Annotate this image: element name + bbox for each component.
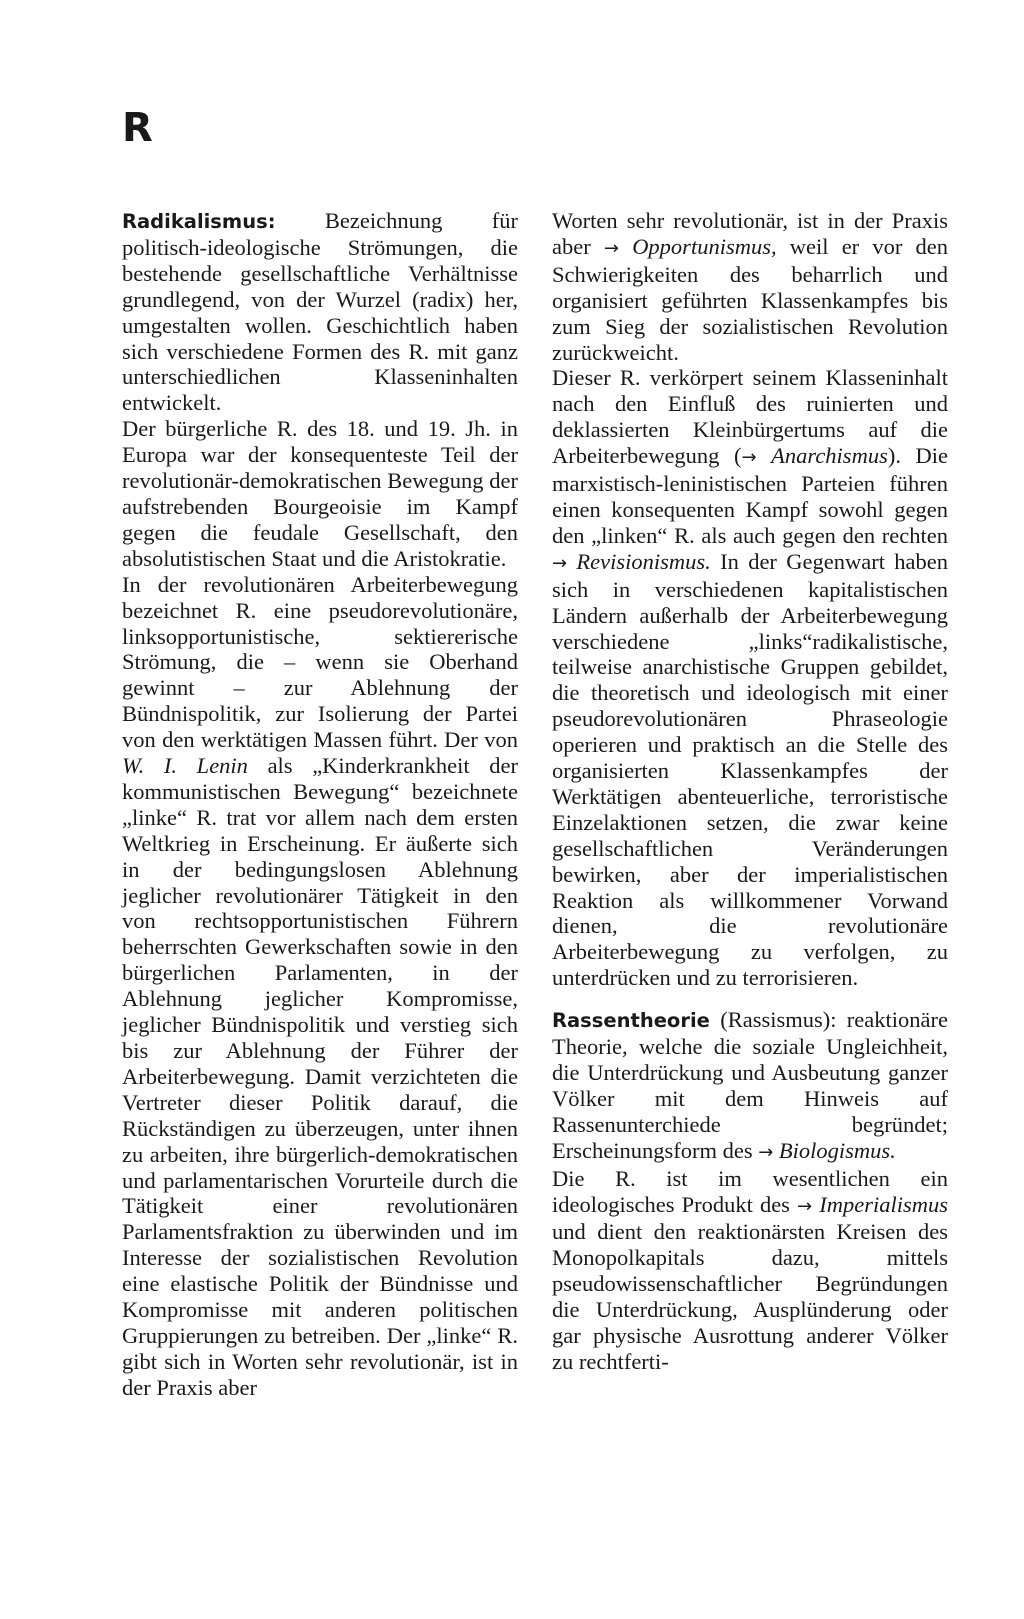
cross-reference-anarchismus[interactable]: Anarchismus [771,443,888,469]
entry-text: Die R. ist im wesentlichen ein ideologisches Produkt des [552,1165,948,1217]
entry-text: weil er vor den Schwierigkeiten des beharrlich und organisiert geführten Klassenkampfes bis zum Sieg der sozialistischen Revolution zurückweicht. [552,233,949,365]
arrow-right-icon: → [758,1141,774,1163]
entry-term-radikalismus: Radikalismus: [122,210,276,233]
entry-text: und dient den reaktionärsten Kreisen des Monopolkapitals dazu, mittels pseudowissenschaftlicher Begründungen die Unterdrückung, Ausplünderung oder gar physische Ausrottung anderer Völker zu rechtferti- [552,1219,948,1374]
entry-text: Worten sehr revolutionär, ist in der Praxis aber [552,208,948,259]
arrow-right-icon: → [741,447,757,469]
cross-reference-revisionismus[interactable]: Revisionismus. [576,548,711,574]
entry-text: als „Kinderkrankheit der kommunistischen Bewegung“ bezeichnete „linke“ R. trat vor allem nach dem ersten Weltkrieg in Erscheinung. Er äußerte sich in der bedingungslosen Ablehnung jeglicher revolutionärer Tätigkeit in den von rechtsopportunistischen Führern beherrschten Gewerkschaften sowie in den bürgerlichen Parlamenten, in der Ablehnung jeglicher Kompromisse, jeglicher Bündnispolitik und verstieg sich bis zur Ablehnung der Führer der Arbeiterbewegung. Damit verzichteten die Vertreter dieser Politik darauf, die Rückständigen zu überzeugen, unter ihnen zu arbeiten, ihre bürgerlich-demokratischen und parlamentarischen Vorurteile durch die Tätigkeit einer revolutionären Parlamentsfraktion zu überwinden und im Interesse der sozialistischen Revolution eine elastische Politik der Bündnisse und Kompromisse mit anderen politischen Gruppierungen zu betreiben. Der „linke“ R. gibt sich in Worten sehr revolutionär, ist in der Praxis aber [122,753,518,1400]
entry-text: ). Die marxistisch-leninistischen Parteien führen einen konsequenten Kampf sowohl gegen den „linken“ R. als auch gegen den rechten [552,443,948,548]
entry-text: In der Gegenwart haben sich in verschiedenen kapitalistischen Ländern außerhalb der Arbeiterbewegung verschiedene „links“radikalistische, teilweise anarchistische Gruppen gebildet, die theoretisch und ideologisch mit einer pseudorevolutionären Phraseologie operieren und praktisch an die Stelle des organisierten Klassenkampfes der Werktätigen abenteuerliche, terroristische Einzelaktionen setzen, die zwar keine gesellschaftlichen Veränderungen bewirken, aber der imperialistischen Reaktion als willkommener Vorwand dienen, die revolutionäre Arbeiterbewegung zu verfolgen, zu unterdrücken und zu terrorisieren. [552,548,948,991]
cross-reference-opportunismus[interactable]: Opportunismus, [632,233,777,259]
cross-reference-imperialismus[interactable]: Imperialismus [819,1191,948,1217]
entry-paragraph-imperialismus [552,1166,948,1375]
entry-term-rassentheorie: Rassentheorie [552,1009,710,1033]
entry-text: Dieser R. verkörpert seinem Klasseninhalt nach den Einfluß des ruinierten und deklassierten Kleinbürgertums auf die Arbeiterbewegung ( [552,365,948,469]
cross-reference-biologismus[interactable]: Biologismus. [778,1137,896,1163]
section-letter: R [122,105,153,151]
entry-paragraph-arbeiterbewegung [122,572,518,1401]
arrow-right-icon: → [797,1195,813,1217]
arrow-right-icon: → [603,237,619,259]
entry-text: In der revolutionären Arbeiterbewegung bezeichnet R. eine pseudorevolutionäre, linksopportunistische, sektiererische Strömung, die – wenn sie Oberhand gewinnt – zur Ablehnung der Bündnispolitik, zur Isolierung der Partei von den werktätigen Massen führt. Der von [122,571,518,753]
arrow-right-icon: → [552,552,568,574]
column-right [552,208,948,1375]
column-left [122,208,518,1401]
entry-text: Bezeichnung für politisch-ideologische Strömungen, die bestehende gesellschaftliche Verhältnisse grundlegend, von der Wurzel (radix) her, umgestalten wollen. Geschichtlich haben sich verschiedene Formen des R. mit ganz unterschiedlichen Klasseninhalten entwickelt. [122,208,518,416]
entry-text: (Rassismus): reaktionäre Theorie, welche die soziale Ungleichheit, die Unterdrückung und Ausbeutung ganzer Völker mit dem Hinweis auf Rassenunterchiede begründet; Erscheinungsform des [552,1007,948,1163]
entry-radikalismus-definition [122,208,518,416]
entry-paragraph-klasseninhalt [552,365,948,991]
entry-rassentheorie-definition [552,1007,948,1165]
entry-paragraph-arbeiterbewegung-continued [552,208,948,365]
entry-paragraph-buergerlich: Der bürgerliche R. des 18. und 19. Jh. in Europa war der konsequenteste Teil der revolutionär-demokratischen Bewegung der aufstrebenden Bourgeoisie im Kampf gegen die feudale Gesellschaft, den absolutistischen Staat und die Aristokratie. [122,416,518,571]
cross-reference-lenin[interactable]: W. I. Lenin [122,753,248,779]
